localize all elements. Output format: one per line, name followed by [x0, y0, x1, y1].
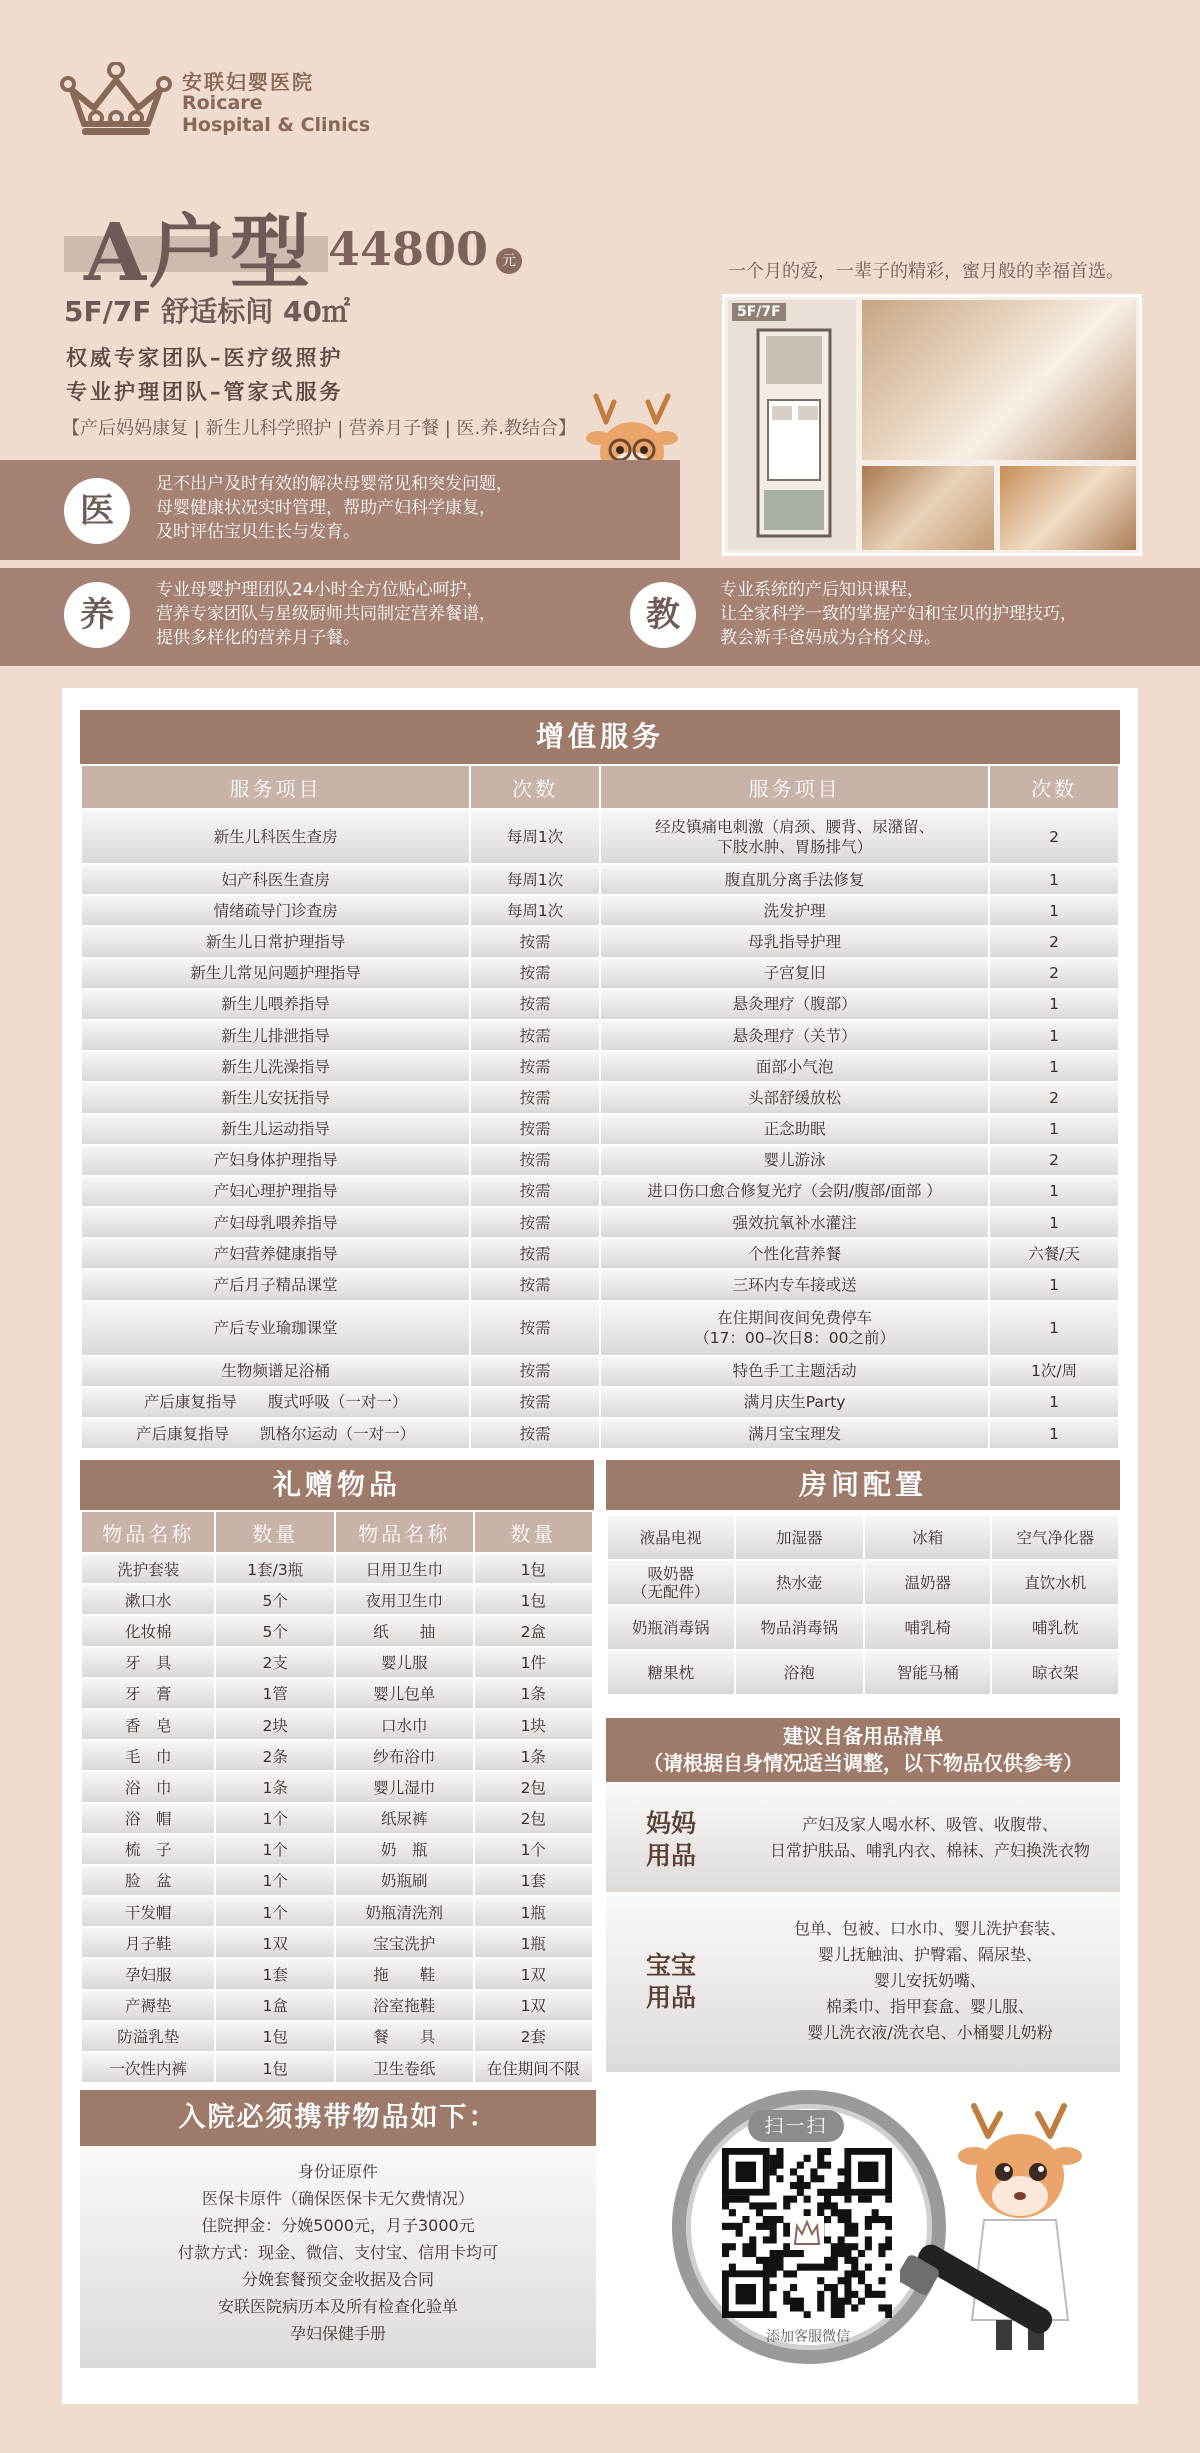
gift-qty-cell: 1包: [215, 2021, 335, 2052]
service-count-cell: 1: [989, 1020, 1119, 1051]
service-item-cell: 悬灸理疗（腹部）: [600, 989, 989, 1020]
service-item-cell: 个性化营养餐: [600, 1238, 989, 1269]
room-config-cell: 直饮水机: [991, 1560, 1119, 1605]
wechat-qr-code-icon[interactable]: [722, 2148, 892, 2318]
service-item-cell: 特色手工主题活动: [600, 1356, 989, 1387]
service-row: [81, 1176, 1119, 1207]
service-item-cell: 产后月子精品课堂: [81, 1269, 470, 1300]
gift-name-cell: 餐 具: [335, 2021, 474, 2052]
service-item-cell: 新生儿科医生查房: [81, 809, 470, 864]
service-count-cell: 2: [989, 809, 1119, 864]
service-item-cell: 产妇营养健康指导: [81, 1238, 470, 1269]
service-row: [81, 895, 1119, 926]
scan-label: 扫一扫: [748, 2110, 844, 2142]
gift-row: [81, 1865, 593, 1896]
service-count-cell: 2: [989, 958, 1119, 989]
service-count-cell: 按需: [470, 1269, 600, 1300]
service-item-cell: 强效抗氧补水灌注: [600, 1207, 989, 1238]
service-item-cell: 正念助眠: [600, 1114, 989, 1145]
benefit-nutrition-badge: 养: [64, 582, 130, 648]
room-config-cell: 加湿器: [735, 1515, 864, 1560]
service-count-cell: 1: [989, 1114, 1119, 1145]
gift-qty-cell: 5个: [215, 1615, 335, 1646]
gifts-header-qty: 数量: [215, 1511, 335, 1553]
room-config-table: [606, 1514, 1120, 1696]
room-config-cell: 哺乳椅: [864, 1605, 991, 1650]
gift-name-cell: 洗护套装: [81, 1553, 215, 1584]
service-count-cell: 每周1次: [470, 809, 600, 864]
service-item-cell: 产后康复指导 凯格尔运动（一对一）: [81, 1418, 470, 1449]
service-item-cell: 腹直肌分离手法修复: [600, 864, 989, 895]
service-count-cell: 1: [989, 895, 1119, 926]
gift-row: [81, 1740, 593, 1771]
gift-name-cell: 香 皂: [81, 1709, 215, 1740]
room-config-cell: 哺乳枕: [991, 1605, 1119, 1650]
room-config-cell: 智能马桶: [864, 1650, 991, 1695]
service-count-cell: 按需: [470, 1020, 600, 1051]
gift-qty-cell: 2盒: [474, 1615, 594, 1646]
service-count-cell: 按需: [470, 1387, 600, 1418]
gift-qty-cell: 1条: [474, 1678, 594, 1709]
gift-row: [81, 2021, 593, 2052]
room-config-row: [607, 1650, 1119, 1695]
gift-name-cell: 梳 子: [81, 1834, 215, 1865]
gift-qty-cell: 2支: [215, 1647, 335, 1678]
room-config-cell: 晾衣架: [991, 1650, 1119, 1695]
bring-item: 孕妇保健手册: [289, 2324, 386, 2343]
gift-name-cell: 婴儿湿巾: [335, 1771, 474, 1802]
gift-row: [81, 1771, 593, 1802]
gift-name-cell: 夜用卫生巾: [335, 1584, 474, 1615]
service-count-cell: 1: [989, 1051, 1119, 1082]
gift-qty-cell: 1双: [215, 1927, 335, 1958]
service-item-cell: 新生儿运动指导: [81, 1114, 470, 1145]
service-row: [81, 1082, 1119, 1113]
floorplan-image: [728, 300, 856, 550]
room-photo-bedroom: [862, 300, 1136, 460]
gift-name-cell: 牙 具: [81, 1647, 215, 1678]
room-config-cell: 浴袍: [735, 1650, 864, 1695]
gift-qty-cell: 1条: [215, 1771, 335, 1802]
service-row: [81, 1387, 1119, 1418]
gift-name-cell: 纸尿裤: [335, 1803, 474, 1834]
gift-qty-cell: 1个: [215, 1865, 335, 1896]
gift-row: [81, 1709, 593, 1740]
service-item-cell: 在住期间夜间免费停车 （17：00–次日8：00之前）: [600, 1301, 989, 1356]
service-count-cell: 1: [989, 1207, 1119, 1238]
service-count-cell: 2: [989, 1082, 1119, 1113]
service-row: [81, 1269, 1119, 1300]
gift-qty-cell: 在住期间不限: [474, 2052, 594, 2083]
service-count-cell: 按需: [470, 958, 600, 989]
room-config-cell: 吸奶器 （无配件）: [607, 1560, 735, 1605]
bring-item: 住院押金：分娩5000元，月子3000元: [201, 2216, 475, 2235]
service-item-cell: 产后康复指导 腹式呼吸（一对一）: [81, 1387, 470, 1418]
room-config-cell: 冰箱: [864, 1515, 991, 1560]
bring-item: 医保卡原件（确保医保卡无欠费情况）: [201, 2189, 474, 2208]
gift-qty-cell: 1件: [474, 1647, 594, 1678]
room-photo-kitchen: [862, 466, 994, 550]
brand-name-cn: 安联妇婴医院: [182, 70, 314, 94]
service-item-cell: 子宫复旧: [600, 958, 989, 989]
room-config-cell: 热水壶: [735, 1560, 864, 1605]
gift-row: [81, 1647, 593, 1678]
gift-row: [81, 1615, 593, 1646]
service-item-cell: 悬灸理疗（关节）: [600, 1020, 989, 1051]
service-item-cell: 洗发护理: [600, 895, 989, 926]
service-row: [81, 1145, 1119, 1176]
gift-row: [81, 1553, 593, 1584]
gift-qty-cell: 1套: [474, 1865, 594, 1896]
supplies-mom-label: 妈妈 用品: [645, 1809, 696, 1870]
gift-qty-cell: 1条: [474, 1740, 594, 1771]
price: 44800: [328, 222, 489, 276]
room-config-cell: 物品消毒锅: [735, 1605, 864, 1650]
service-count-cell: 按需: [470, 1145, 600, 1176]
supplies-section-title: 建议自备用品清单 （请根据自身情况适当调整，以下物品仅供参考）: [606, 1718, 1120, 1782]
gift-qty-cell: 1块: [474, 1709, 594, 1740]
crown-logo-icon: [60, 62, 172, 138]
benefit-education-badge: 教: [630, 582, 696, 648]
benefit-nutrition-text: 专业母婴护理团队24小时全方位贴心呵护， 营养专家团队与星级厨师共同制定营养餐谱， 提供多样化的营养月子餐。: [156, 580, 496, 648]
gift-name-cell: 纸 抽: [335, 1615, 474, 1646]
services-header-count: 次数: [989, 765, 1119, 809]
room-config-cell: 温奶器: [864, 1560, 991, 1605]
gift-name-cell: 产褥垫: [81, 1990, 215, 2021]
gift-row: [81, 1803, 593, 1834]
brand-name-en: Roicare Hospital & Clinics: [182, 92, 371, 136]
gift-qty-cell: 1包: [474, 1584, 594, 1615]
gift-qty-cell: 2条: [215, 1740, 335, 1771]
service-count-cell: 1: [989, 1269, 1119, 1300]
gift-name-cell: 宝宝洗护: [335, 1927, 474, 1958]
room-config-row: [607, 1605, 1119, 1650]
room-type-title: A户型: [84, 205, 313, 299]
gift-qty-cell: 1双: [474, 1990, 594, 2021]
gift-name-cell: 口水巾: [335, 1709, 474, 1740]
gift-name-cell: 漱口水: [81, 1584, 215, 1615]
service-item-cell: 新生儿洗澡指导: [81, 1051, 470, 1082]
service-row: [81, 809, 1119, 864]
floorplan-label: 5F/7F: [732, 303, 786, 321]
service-row: [81, 1051, 1119, 1082]
services-table: [80, 764, 1120, 1450]
service-item-cell: 母乳指导护理: [600, 926, 989, 957]
bring-item: 付款方式：现金、微信、支付宝、信用卡均可: [177, 2243, 498, 2262]
service-count-cell: 按需: [470, 1356, 600, 1387]
gift-name-cell: 化妆棉: [81, 1615, 215, 1646]
gift-qty-cell: 1包: [215, 2052, 335, 2083]
service-item-cell: 面部小气泡: [600, 1051, 989, 1082]
service-count-cell: 按需: [470, 926, 600, 957]
gift-row: [81, 1990, 593, 2021]
service-item-cell: 妇产科医生查房: [81, 864, 470, 895]
gift-name-cell: 毛 巾: [81, 1740, 215, 1771]
qr-caption: 添加客服微信: [766, 2329, 850, 2345]
bring-list: [80, 2158, 596, 2347]
service-count-cell: 每周1次: [470, 895, 600, 926]
services-header-item: 服务项目: [600, 765, 989, 809]
service-row: [81, 1207, 1119, 1238]
gifts-header-row: [81, 1511, 593, 1553]
service-item-cell: 婴儿游泳: [600, 1145, 989, 1176]
service-row: [81, 1238, 1119, 1269]
gift-name-cell: 奶瓶刷: [335, 1865, 474, 1896]
room-config-cell: 液晶电视: [607, 1515, 735, 1560]
benefit-education-text: 专业系统的产后知识课程， 让全家科学一致的掌握产妇和宝贝的护理技巧， 教会新手爸妈成为合格父母。: [720, 580, 1077, 648]
gifts-table: [80, 1510, 594, 2084]
service-item-cell: 满月庆生Party: [600, 1387, 989, 1418]
feature-nursing-team: 专业护理团队–管家式服务: [66, 380, 344, 404]
service-count-cell: 按需: [470, 1207, 600, 1238]
service-row: [81, 1418, 1119, 1449]
room-config-section-title: 房间配置: [606, 1460, 1120, 1510]
service-item-cell: 产妇身体护理指导: [81, 1145, 470, 1176]
service-item-cell: 产妇心理护理指导: [81, 1176, 470, 1207]
service-item-cell: 经皮镇痛电刺激（肩颈、腰背、尿潴留、 下肢水肿、胃肠排气）: [600, 809, 989, 864]
service-count-cell: 按需: [470, 1301, 600, 1356]
slogan: 一个月的爱，一辈子的精彩，蜜月般的幸福首选。: [728, 261, 1124, 282]
gifts-header-name: 物品名称: [81, 1511, 215, 1553]
gift-qty-cell: 1瓶: [474, 1927, 594, 1958]
service-count-cell: 按需: [470, 1238, 600, 1269]
gift-qty-cell: 1包: [474, 1553, 594, 1584]
gift-row: [81, 1927, 593, 1958]
service-item-cell: 产后专业瑜珈课堂: [81, 1301, 470, 1356]
gift-row: [81, 2052, 593, 2083]
gift-row: [81, 1678, 593, 1709]
service-row: [81, 1020, 1119, 1051]
services-header-item: 服务项目: [81, 765, 470, 809]
room-config-row: [607, 1515, 1119, 1560]
service-row: [81, 1356, 1119, 1387]
gift-name-cell: 干发帽: [81, 1896, 215, 1927]
service-item-cell: 头部舒缓放松: [600, 1082, 989, 1113]
service-row: [81, 989, 1119, 1020]
service-row: [81, 864, 1119, 895]
gift-name-cell: 浴 帽: [81, 1803, 215, 1834]
benefit-medical-badge: 医: [64, 478, 130, 544]
gift-name-cell: 卫生卷纸: [335, 2052, 474, 2083]
service-row: [81, 926, 1119, 957]
bring-item: 安联医院病历本及所有检查化验单: [217, 2297, 458, 2316]
room-subtitle: 5F/7F 舒适标间 40㎡: [64, 295, 350, 328]
deer-mascot-magnifier-icon: [900, 2100, 1130, 2380]
gift-name-cell: 日用卫生巾: [335, 1553, 474, 1584]
service-count-cell: 1: [989, 864, 1119, 895]
room-config-row: [607, 1560, 1119, 1605]
service-count-cell: 1: [989, 1418, 1119, 1449]
price-unit-badge: 元: [496, 248, 522, 274]
service-count-cell: 按需: [470, 1082, 600, 1113]
bring-item: 身份证原件: [297, 2162, 378, 2181]
services-section-title: 增值服务: [80, 710, 1120, 764]
gift-row: [81, 1834, 593, 1865]
supplies-mom-items: 产妇及家人喝水杯、吸管、收腹带、 日常护肤品、哺乳内衣、棉袜、产妇换洗衣物: [769, 1815, 1090, 1860]
bring-item: 分娩套餐预交金收据及合同: [241, 2270, 434, 2289]
service-count-cell: 按需: [470, 1051, 600, 1082]
gift-name-cell: 月子鞋: [81, 1927, 215, 1958]
floorplan-drawing-icon: [728, 300, 856, 550]
gift-qty-cell: 1个: [215, 1803, 335, 1834]
gift-name-cell: 奶 瓶: [335, 1834, 474, 1865]
supplies-baby-items: 包单、包被、口水巾、婴儿洗护套装、 婴儿抚触油、护臀霜、隔尿垫、 婴儿安抚奶嘴、 棉柔巾、指甲套盒、婴儿服、 婴儿洗衣液/洗衣皂、小桶婴儿奶粉: [793, 1919, 1066, 2042]
gift-qty-cell: 1个: [215, 1896, 335, 1927]
services-header-row: [81, 765, 1119, 809]
service-count-cell: 1: [989, 1301, 1119, 1356]
room-photo-bathroom: [1000, 466, 1136, 550]
service-count-cell: 六餐/天: [989, 1238, 1119, 1269]
service-count-cell: 1: [989, 1387, 1119, 1418]
service-row: [81, 958, 1119, 989]
gift-name-cell: 一次性内裤: [81, 2052, 215, 2083]
services-header-count: 次数: [470, 765, 600, 809]
service-count-cell: 1次/周: [989, 1356, 1119, 1387]
room-config-cell: 空气净化器: [991, 1515, 1119, 1560]
service-count-cell: 按需: [470, 989, 600, 1020]
gift-row: [81, 1958, 593, 1989]
service-item-cell: 新生儿常见问题护理指导: [81, 958, 470, 989]
gift-qty-cell: 1套/3瓶: [215, 1553, 335, 1584]
gift-qty-cell: 1瓶: [474, 1896, 594, 1927]
gift-qty-cell: 1个: [215, 1834, 335, 1865]
gift-qty-cell: 2包: [474, 1803, 594, 1834]
service-item-cell: 生物频谱足浴桶: [81, 1356, 470, 1387]
gift-name-cell: 奶瓶清洗剂: [335, 1896, 474, 1927]
benefit-medical-text: 足不出户及时有效的解决母婴常见和突发问题， 母婴健康状况实时管理，帮助产妇科学康复， 及时评估宝贝生长与发育。: [156, 474, 513, 542]
gift-row: [81, 1584, 593, 1615]
service-tags: 【产后妈妈康复 | 新生儿科学照护 | 营养月子餐 | 医.养.教结合】: [62, 418, 576, 439]
service-item-cell: 满月宝宝理发: [600, 1418, 989, 1449]
room-config-cell: 糖果枕: [607, 1650, 735, 1695]
gift-row: [81, 1896, 593, 1927]
gift-name-cell: 纱布浴巾: [335, 1740, 474, 1771]
service-count-cell: 按需: [470, 1176, 600, 1207]
gift-qty-cell: 1管: [215, 1678, 335, 1709]
service-item-cell: 新生儿日常护理指导: [81, 926, 470, 957]
gift-name-cell: 防溢乳垫: [81, 2021, 215, 2052]
gift-qty-cell: 1个: [474, 1834, 594, 1865]
gift-name-cell: 婴儿包单: [335, 1678, 474, 1709]
gift-name-cell: 孕妇服: [81, 1958, 215, 1989]
room-config-cell: 奶瓶消毒锅: [607, 1605, 735, 1650]
gifts-header-name: 物品名称: [335, 1511, 474, 1553]
service-count-cell: 按需: [470, 1114, 600, 1145]
gift-name-cell: 脸 盆: [81, 1865, 215, 1896]
gift-qty-cell: 1双: [474, 1958, 594, 1989]
gift-name-cell: 浴 巾: [81, 1771, 215, 1802]
service-item-cell: 产妇母乳喂养指导: [81, 1207, 470, 1238]
service-count-cell: 每周1次: [470, 864, 600, 895]
gifts-section-title: 礼赠物品: [80, 1460, 594, 1510]
gift-qty-cell: 1套: [215, 1958, 335, 1989]
bring-section-title: 入院必须携带物品如下：: [80, 2090, 596, 2146]
service-item-cell: 新生儿喂养指导: [81, 989, 470, 1020]
gift-qty-cell: 2包: [474, 1771, 594, 1802]
service-count-cell: 1: [989, 1176, 1119, 1207]
gift-qty-cell: 1盒: [215, 1990, 335, 2021]
gift-qty-cell: 5个: [215, 1584, 335, 1615]
gift-name-cell: 拖 鞋: [335, 1958, 474, 1989]
gift-name-cell: 婴儿服: [335, 1647, 474, 1678]
supplies-baby-label: 宝宝 用品: [645, 1951, 696, 2012]
gift-qty-cell: 2套: [474, 2021, 594, 2052]
service-count-cell: 2: [989, 1145, 1119, 1176]
service-item-cell: 进口伤口愈合修复光疗（会阴/腹部/面部 ）: [600, 1176, 989, 1207]
gift-qty-cell: 2块: [215, 1709, 335, 1740]
service-item-cell: 新生儿安抚指导: [81, 1082, 470, 1113]
service-count-cell: 2: [989, 926, 1119, 957]
service-row: [81, 1301, 1119, 1356]
service-count-cell: 1: [989, 989, 1119, 1020]
service-item-cell: 三环内专车接或送: [600, 1269, 989, 1300]
gift-name-cell: 牙 膏: [81, 1678, 215, 1709]
service-count-cell: 按需: [470, 1418, 600, 1449]
gift-name-cell: 浴室拖鞋: [335, 1990, 474, 2021]
feature-expert-team: 权威专家团队–医疗级照护: [66, 346, 344, 370]
service-item-cell: 新生儿排泄指导: [81, 1020, 470, 1051]
service-row: [81, 1114, 1119, 1145]
gifts-header-qty: 数量: [474, 1511, 594, 1553]
service-item-cell: 情绪疏导门诊查房: [81, 895, 470, 926]
